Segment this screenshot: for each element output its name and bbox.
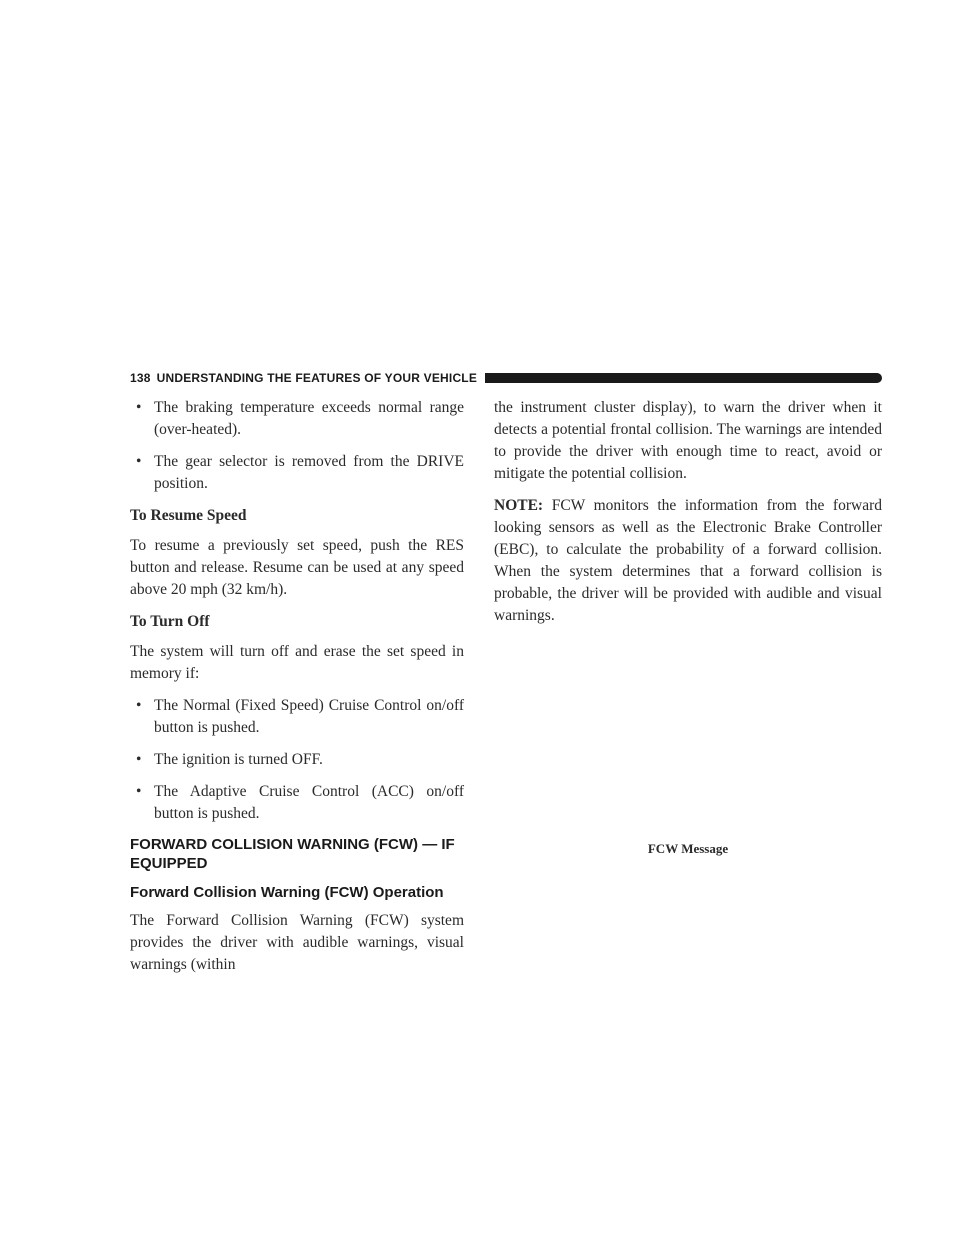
- fcw-continued-paragraph: the instrument cluster display), to warn the driver when it detects a potential frontal collision. The warnings are intended to provide the driver with enough time to react, avoid or mitigate the potential collision.: [494, 399, 882, 482]
- note-paragraph: [494, 495, 882, 627]
- bullet-text: The Normal (Fixed Speed) Cruise Control on/off button is pushed.: [154, 697, 464, 736]
- section-title: UNDERSTANDING THE FEATURES OF YOUR VEHICLE: [156, 371, 478, 385]
- fcw-operation-heading: Forward Collision Warning (FCW) Operation: [130, 884, 444, 901]
- list-item: [130, 781, 464, 825]
- bullet-text: The gear selector is removed from the DRIVE position.: [154, 453, 464, 492]
- turnoff-paragraph: The system will turn off and erase the set speed in memory if:: [130, 643, 464, 682]
- figure-caption: FCW Message: [647, 841, 729, 856]
- resume-paragraph: To resume a previously set speed, push the RES button and release. Resume can be used at any speed above 20 mph (32 km/h).: [130, 537, 464, 598]
- list-item: [130, 749, 464, 771]
- bullet-icon: •: [136, 751, 142, 768]
- right-column: [494, 397, 882, 637]
- bullet-icon: •: [136, 697, 142, 714]
- bullet-icon: •: [136, 453, 142, 470]
- bullet-text: The braking temperature exceeds normal range (over-heated).: [154, 399, 464, 438]
- fcw-paragraph: The Forward Collision Warning (FCW) system provides the driver with audible warnings, visual warnings (within: [130, 912, 464, 973]
- list-item: [130, 451, 464, 495]
- list-item: [130, 695, 464, 739]
- fcw-message-figure: [494, 610, 882, 830]
- note-label: NOTE:: [494, 497, 544, 514]
- bullet-text: The ignition is turned OFF.: [154, 751, 323, 768]
- page-number: 138: [130, 371, 151, 385]
- turnoff-heading: To Turn Off: [130, 613, 210, 630]
- left-column: [130, 397, 464, 986]
- page-header: [130, 370, 882, 386]
- bullet-icon: •: [136, 399, 142, 416]
- header-rule: [485, 373, 882, 383]
- fcw-section-heading: FORWARD COLLISION WARNING (FCW) — IF EQUIPPED: [130, 836, 455, 872]
- bullet-text: The Adaptive Cruise Control (ACC) on/off button is pushed.: [154, 783, 464, 822]
- note-text: FCW monitors the information from the forward looking sensors as well as the Electronic Brake Controller (EBC), to calculate the probability of a forward collision. When the system determines that a forward collision is probable, the driver will be provided with audible and visual warnings.: [494, 497, 882, 624]
- list-item: [130, 397, 464, 441]
- resume-heading: To Resume Speed: [130, 507, 247, 524]
- bullet-icon: •: [136, 783, 142, 800]
